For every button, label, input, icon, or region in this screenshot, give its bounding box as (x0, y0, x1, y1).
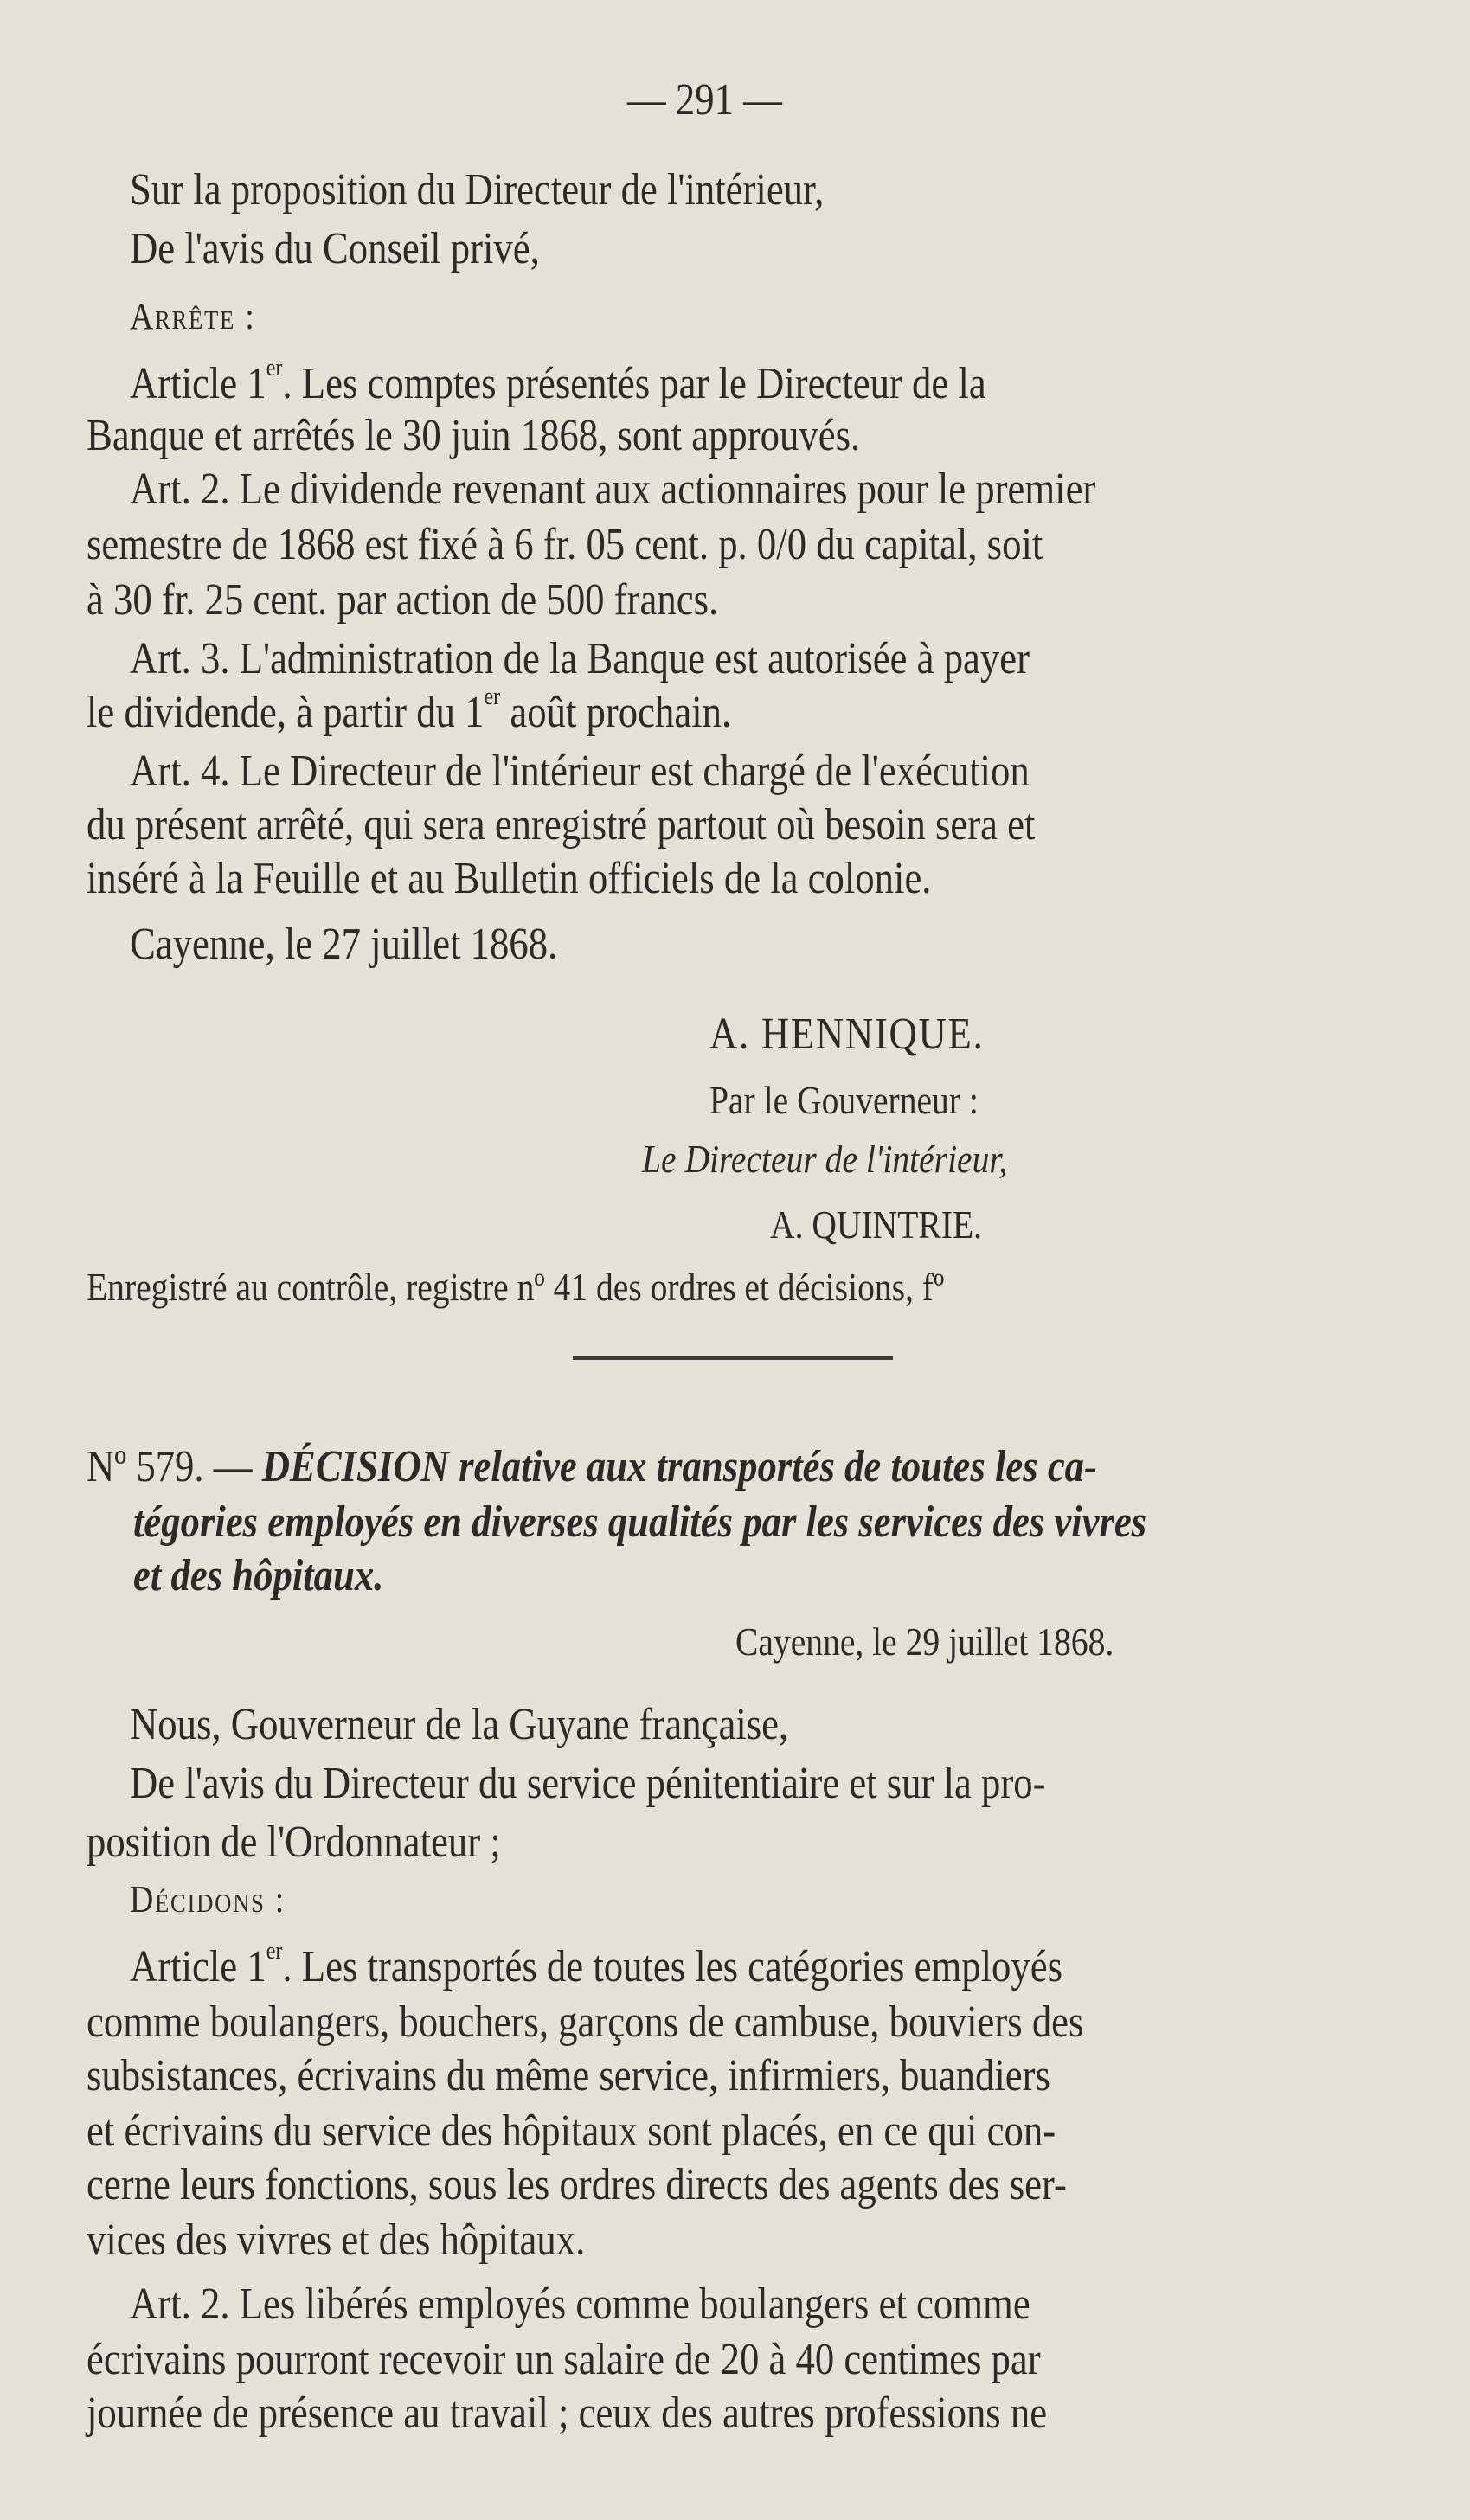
article-4: Art. 4. Le Directeur de l'intérieur est chargé de l'exécution (130, 747, 1030, 796)
par-le-gouverneur: Par le Gouverneur : (709, 1078, 979, 1122)
article-line: journée de présence au travail ; ceux des autres professions ne (87, 2389, 1048, 2438)
article-3: Art. 3. L'administration de la Banque est autorisée à payer (130, 634, 1030, 683)
decision-number: Nº 579. — (87, 1442, 262, 1491)
registration-note: Enregistré au contrôle, registre nº 41 des ordres et décisions, fº (87, 1265, 945, 1309)
article-line: cerne leurs fonctions, sous les ordres directs des agents des ser- (87, 2160, 1067, 2209)
preamble-line: Nous, Gouverneur de la Guyane française, (130, 1700, 789, 1749)
arrete-heading: Arrête : (130, 295, 256, 337)
decision-date: Cayenne, le 29 juillet 1868. (735, 1619, 1114, 1664)
article-1 (130, 1940, 1246, 1995)
article-line: inséré à la Feuille et au Bulletin officiels de la colonie. (87, 854, 932, 903)
preamble-line: Sur la proposition du Directeur de l'intérieur, (130, 165, 825, 215)
article-text: Article 1 (130, 359, 266, 408)
article-text: le dividende, à partir du 1 (87, 688, 485, 737)
preamble-line: position de l'Ordonnateur ; (87, 1818, 501, 1867)
article-2: Art. 2. Les libérés employés comme boulangers et comme (130, 2280, 1030, 2329)
decision-title (87, 1440, 1203, 1495)
decision-keyword: DÉCISION (261, 1442, 449, 1491)
section-divider (573, 1356, 893, 1360)
article-2: Art. 2. Le dividende revenant aux actionnaires pour le premier (130, 465, 1096, 514)
decision-title-line: et des hôpitaux. (133, 1551, 384, 1600)
article-line (87, 685, 1203, 741)
decision-title-line: tégories employés en diverses qualités par les services des vivres (133, 1497, 1147, 1547)
article-line: à 30 fr. 25 cent. par action de 500 francs. (87, 575, 719, 625)
article-line: et écrivains du service des hôpitaux sont placés, en ce qui con- (87, 2106, 1056, 2156)
article-line: vices des vivres et des hôpitaux. (87, 2215, 586, 2265)
article-line: écrivains pourront recevoir un salaire de 20 à 40 centimes par (87, 2335, 1041, 2384)
directeur-title: Le Directeur de l'intérieur, (642, 1137, 1008, 1181)
page-number: — 291 — (627, 75, 782, 125)
article-line: du présent arrêté, qui sera enregistré partout où besoin sera et (87, 800, 1036, 850)
preamble-line: De l'avis du Directeur du service pénitentiaire et sur la pro- (130, 1759, 1046, 1808)
signature: A. HENNIQUE. (709, 1010, 985, 1059)
article-text: . Les transportés de toutes les catégories employés (282, 1942, 1063, 1991)
article-1 (130, 356, 1246, 412)
preamble-line: De l'avis du Conseil privé, (130, 224, 540, 273)
article-line: subsistances, écrivains du même service, infirmiers, buandiers (87, 2051, 1050, 2100)
article-line: Banque et arrêtés le 30 juin 1868, sont approuvés. (87, 411, 861, 460)
superscript: er (484, 683, 501, 710)
article-line: semestre de 1868 est fixé à 6 fr. 05 cent. p. 0/0 du capital, soit (87, 520, 1043, 569)
article-line: comme boulangers, bouchers, garçons de cambuse, bouviers des (87, 1997, 1084, 2047)
article-text: . Les comptes présentés par le Directeur de la (282, 359, 986, 408)
decidons-heading: Décidons : (130, 1878, 286, 1920)
superscript: er (266, 355, 283, 382)
countersignature: A. QUINTRIE. (770, 1202, 983, 1247)
article-text: Article 1 (130, 1942, 266, 1991)
article-text: août prochain. (500, 688, 732, 737)
superscript: er (266, 1938, 283, 1965)
date-line: Cayenne, le 27 juillet 1868. (130, 920, 558, 969)
decision-title-text: relative aux transportés de toutes les ca- (448, 1442, 1097, 1491)
